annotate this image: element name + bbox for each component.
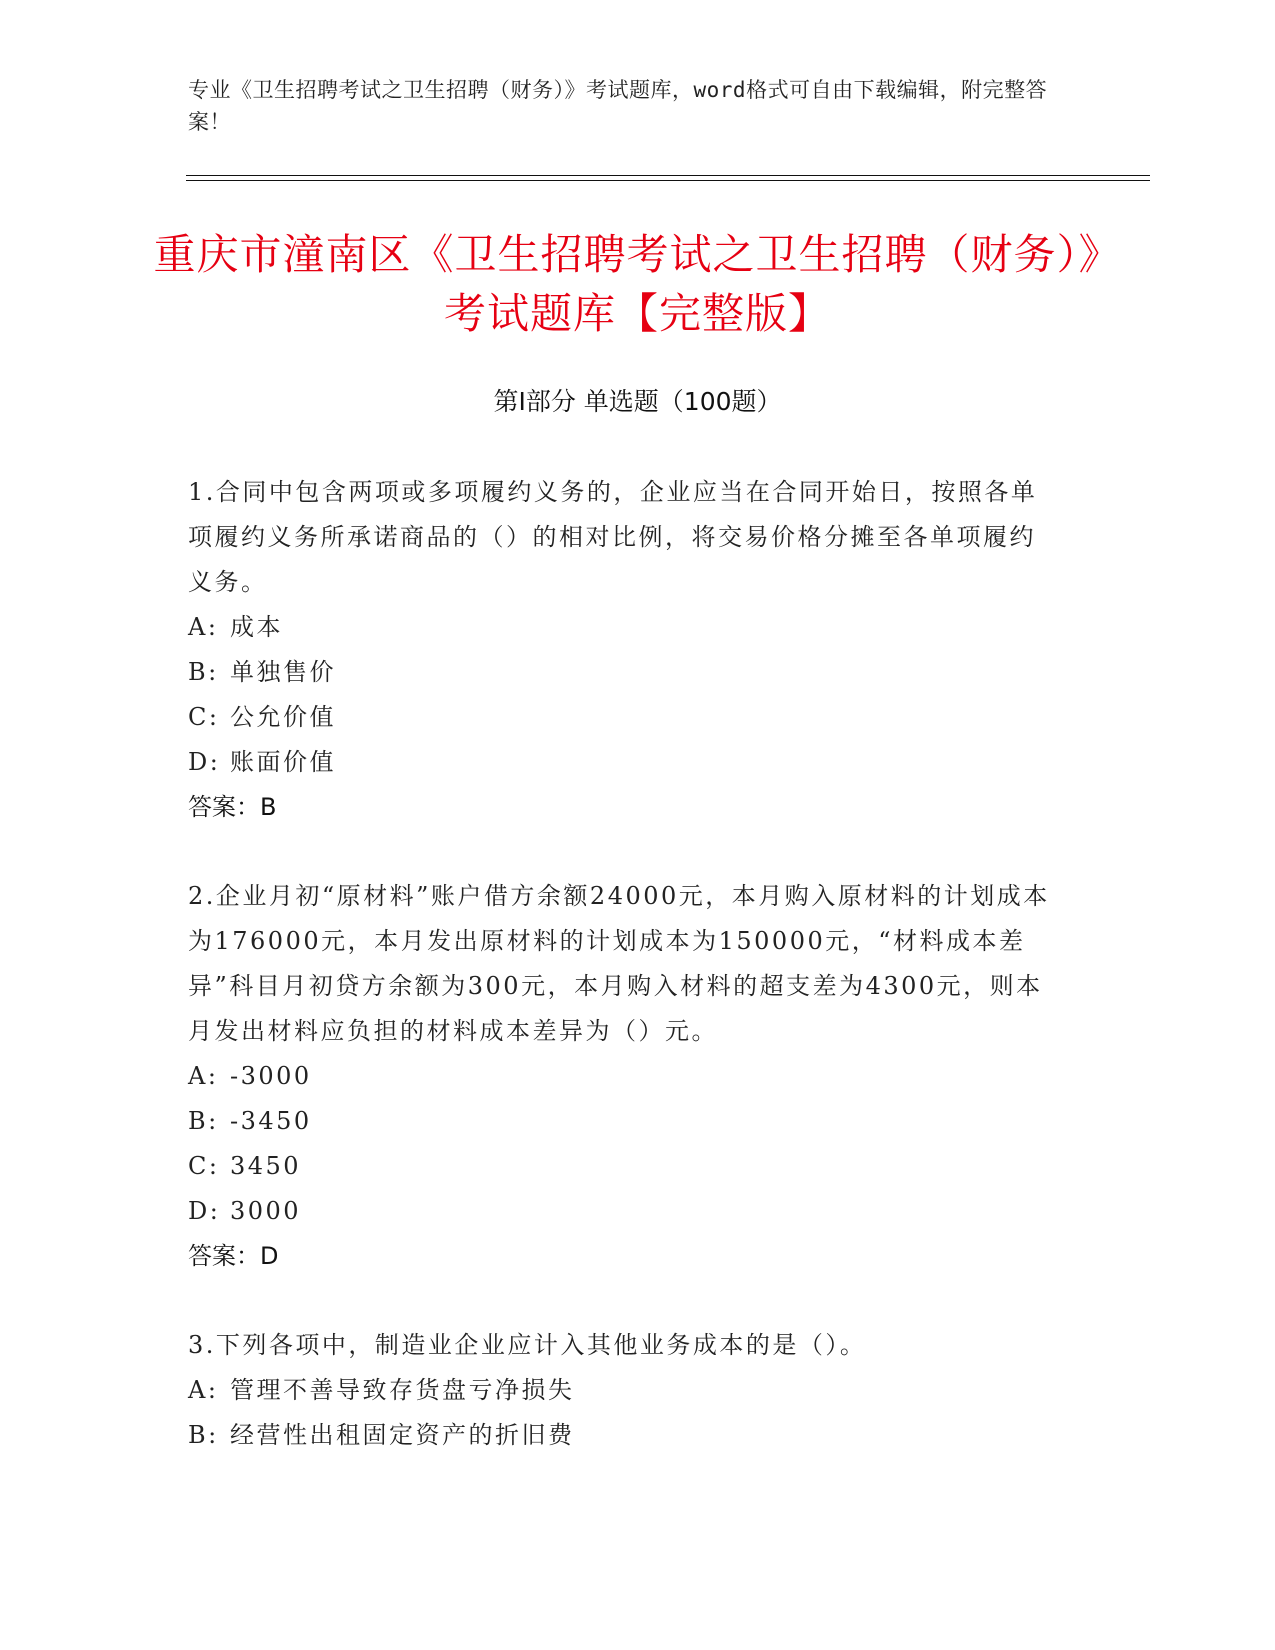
option-letter: A:: [188, 1062, 219, 1090]
option-b: [188, 1099, 1058, 1144]
option-text: 账面价值: [230, 748, 336, 776]
section-heading: 第Ⅰ部分 单选题（100题）: [493, 387, 782, 416]
option-a: [188, 1054, 1058, 1099]
question-text: 1.合同中包含两项或多项履约义务的，企业应当在合同开始日，按照各单项履约义务所承诺商品的（）的相对比例，将交易价格分摊至各单项履约义务。: [188, 478, 1038, 596]
option-text: 管理不善导致存货盘亏净损失: [230, 1376, 575, 1404]
option-letter: B:: [188, 658, 219, 686]
option-letter: A:: [188, 613, 219, 641]
header-divider-top: [186, 175, 1150, 176]
question-3: [188, 1323, 1058, 1458]
header-note: 专业《卫生招聘考试之卫生招聘（财务）》考试题库，word格式可自由下载编辑，附完整答案！: [188, 78, 1048, 134]
question-text: 2.企业月初“原材料”账户借方余额24000元，本月购入原材料的计划成本为176000元，本月发出原材料的计划成本为150000元，“材料成本差异”科目月初贷方余额为300元，本月购入材料的超支差为4300元，则本月发出材料应负担的材料成本差异为（）元。: [188, 882, 1050, 1045]
option-c: [188, 695, 1058, 740]
question-text: 3.下列各项中，制造业企业应计入其他业务成本的是（）。: [188, 1331, 867, 1359]
option-c: [188, 1144, 1058, 1189]
option-a: [188, 605, 1058, 650]
option-text: 3450: [230, 1152, 302, 1180]
option-letter: A:: [188, 1376, 219, 1404]
option-text: -3000: [230, 1062, 312, 1090]
option-letter: C:: [188, 1152, 220, 1180]
option-letter: B:: [188, 1107, 219, 1135]
option-text: 3000: [230, 1197, 302, 1225]
question-2: [188, 874, 1058, 1279]
option-text: 公允价值: [230, 703, 336, 731]
option-text: -3450: [230, 1107, 312, 1135]
option-a: [188, 1368, 1058, 1413]
option-text: 单独售价: [230, 658, 336, 686]
option-letter: B:: [188, 1421, 219, 1449]
option-b: [188, 650, 1058, 695]
question-list: [188, 470, 1058, 1502]
answer-text: 答案：B: [188, 793, 277, 821]
question-1: [188, 470, 1058, 830]
option-d: [188, 740, 1058, 785]
option-d: [188, 1189, 1058, 1234]
option-letter: C:: [188, 703, 220, 731]
document-title: 重庆市潼南区《卫生招聘考试之卫生招聘（财务）》考试题库【完整版】: [153, 230, 1122, 338]
answer-text: 答案：D: [188, 1242, 279, 1270]
option-letter: D:: [188, 748, 221, 776]
option-text: 经营性出租固定资产的折旧费: [230, 1421, 575, 1449]
option-letter: D:: [188, 1197, 221, 1225]
option-b: [188, 1413, 1058, 1458]
header-divider-bottom: [186, 180, 1150, 181]
option-text: 成本: [230, 613, 283, 641]
